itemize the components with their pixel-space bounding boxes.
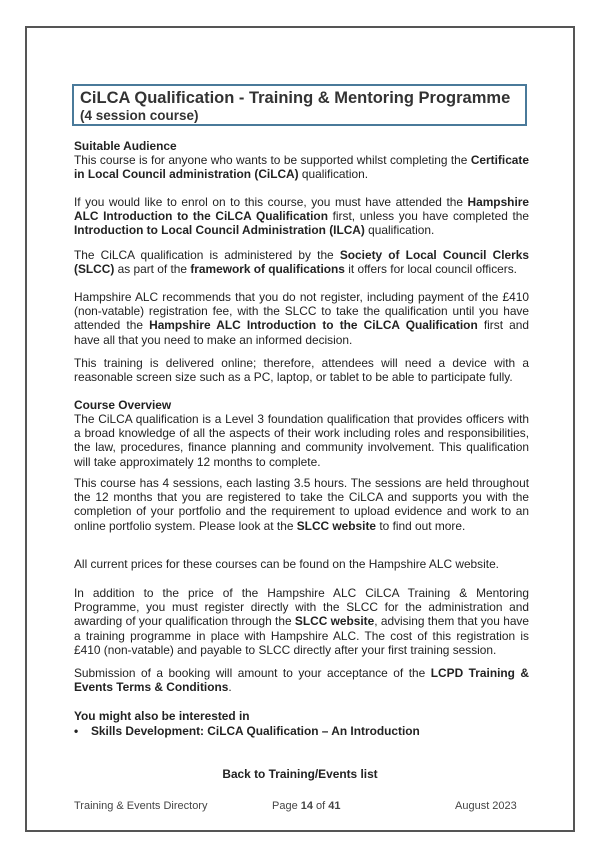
related-course-link[interactable] xyxy=(74,724,420,738)
bullet-icon: • xyxy=(74,724,79,738)
text-run: as part of the xyxy=(114,262,191,277)
bold-text: Certificate in Local Council administration (CiLCA) xyxy=(74,153,529,182)
bold-text: framework of qualifications xyxy=(190,262,345,277)
bold-text: Hampshire ALC Introduction to the CiLCA Qualification xyxy=(149,318,478,333)
text-run: The CiLCA qualification is a Level 3 foundation qualification that provides officers with a broad knowledge of all the aspects of their work including roles and responsibilities, the law, procedures, finance planning and community involvement. This qualification will take approximately 12 months to complete. xyxy=(74,412,529,469)
back-link[interactable] xyxy=(0,767,600,781)
text-run: first, unless you have completed the xyxy=(327,209,530,224)
paragraph xyxy=(74,586,529,657)
text-run: to find out more. xyxy=(376,518,466,533)
bold-text: SLCC website xyxy=(296,518,377,533)
text-run: first and have all that you need to make an informed decision. xyxy=(74,318,529,347)
section-heading: Suitable Audience xyxy=(74,139,177,153)
text-run: The CiLCA qualification is administered by the xyxy=(74,248,340,262)
footer-page xyxy=(272,800,341,812)
bold-text: Hampshire ALC Introduction to the CiLCA Qualification xyxy=(74,195,529,224)
paragraph xyxy=(74,666,529,694)
footer-right: August 2023 xyxy=(455,800,517,812)
paragraph xyxy=(74,356,529,384)
text-run: Submission of a booking will amount to your acceptance of the xyxy=(74,666,431,680)
paragraph xyxy=(74,290,529,347)
related-course-label[interactable]: Skills Development: CiLCA Qualification – An Introduction xyxy=(91,724,420,738)
text-run: This training is delivered online; therefore, attendees will need a device with a reasonable screen size such as a PC, laptop, or tablet to be able to participate fully. xyxy=(74,356,529,385)
page-number: 14 xyxy=(300,800,313,812)
bold-text: Society of Local Council Clerks (SLCC) xyxy=(74,248,529,277)
section-heading: Course Overview xyxy=(74,398,172,412)
bold-text: SLCC website xyxy=(294,614,375,629)
paragraph xyxy=(74,476,529,533)
text-run: Hampshire ALC recommends that you do not register, including payment of the £410 (non-vatable) registration fee, with the SLCC to take the qualification until you have attended the xyxy=(74,290,529,333)
back-link-label[interactable]: Back to Training/Events list xyxy=(222,767,378,781)
paragraph xyxy=(74,557,529,571)
title-box xyxy=(72,84,527,126)
page-title: CiLCA Qualification - Training & Mentoring Programme xyxy=(80,89,511,107)
text-run: This course has 4 sessions, each lasting 3.5 hours. The sessions are held throughout the 12 months that you are registered to take the CiLCA and supports you with the completion of your portfolio and the requirement to upload evidence and work to an online portfolio system. Please look at the xyxy=(74,476,529,533)
page-of: of xyxy=(313,800,329,812)
page-subtitle: (4 session course) xyxy=(80,108,199,123)
text-run: If you would like to enrol on to this course, you must have attended the xyxy=(74,195,468,209)
text-run: This course is for anyone who wants to be supported whilst completing the xyxy=(74,153,471,167)
text-run: it offers for local council officers. xyxy=(344,262,517,277)
page-prefix: Page xyxy=(272,800,301,812)
bold-text: LCPD Training & Events Terms & Conditions xyxy=(74,666,530,695)
paragraph xyxy=(74,195,529,238)
footer-left: Training & Events Directory xyxy=(74,800,208,812)
paragraph xyxy=(74,412,529,469)
text-run: In addition to the price of the Hampshire ALC CiLCA Training & Mentoring Programme, you must register directly with the SLCC for the administration and awarding of your qualification through the xyxy=(74,586,529,629)
text-run: , advising them that you have a training programme in place with Hampshire ALC. The cost of this registration is £410 (non-vatable) and payable to SLCC directly after your first training session. xyxy=(74,614,529,657)
page-total: 41 xyxy=(328,800,341,812)
text-run: qualification. xyxy=(364,223,435,238)
text-run: All current prices for these courses can be found on the Hampshire ALC website. xyxy=(74,557,499,571)
text-run: qualification. xyxy=(298,167,369,182)
also-heading: You might also be interested in xyxy=(74,709,250,723)
paragraph xyxy=(74,153,529,181)
bold-text: Introduction to Local Council Administration (ILCA) xyxy=(74,223,365,238)
paragraph xyxy=(74,248,529,276)
text-run: . xyxy=(228,680,232,695)
